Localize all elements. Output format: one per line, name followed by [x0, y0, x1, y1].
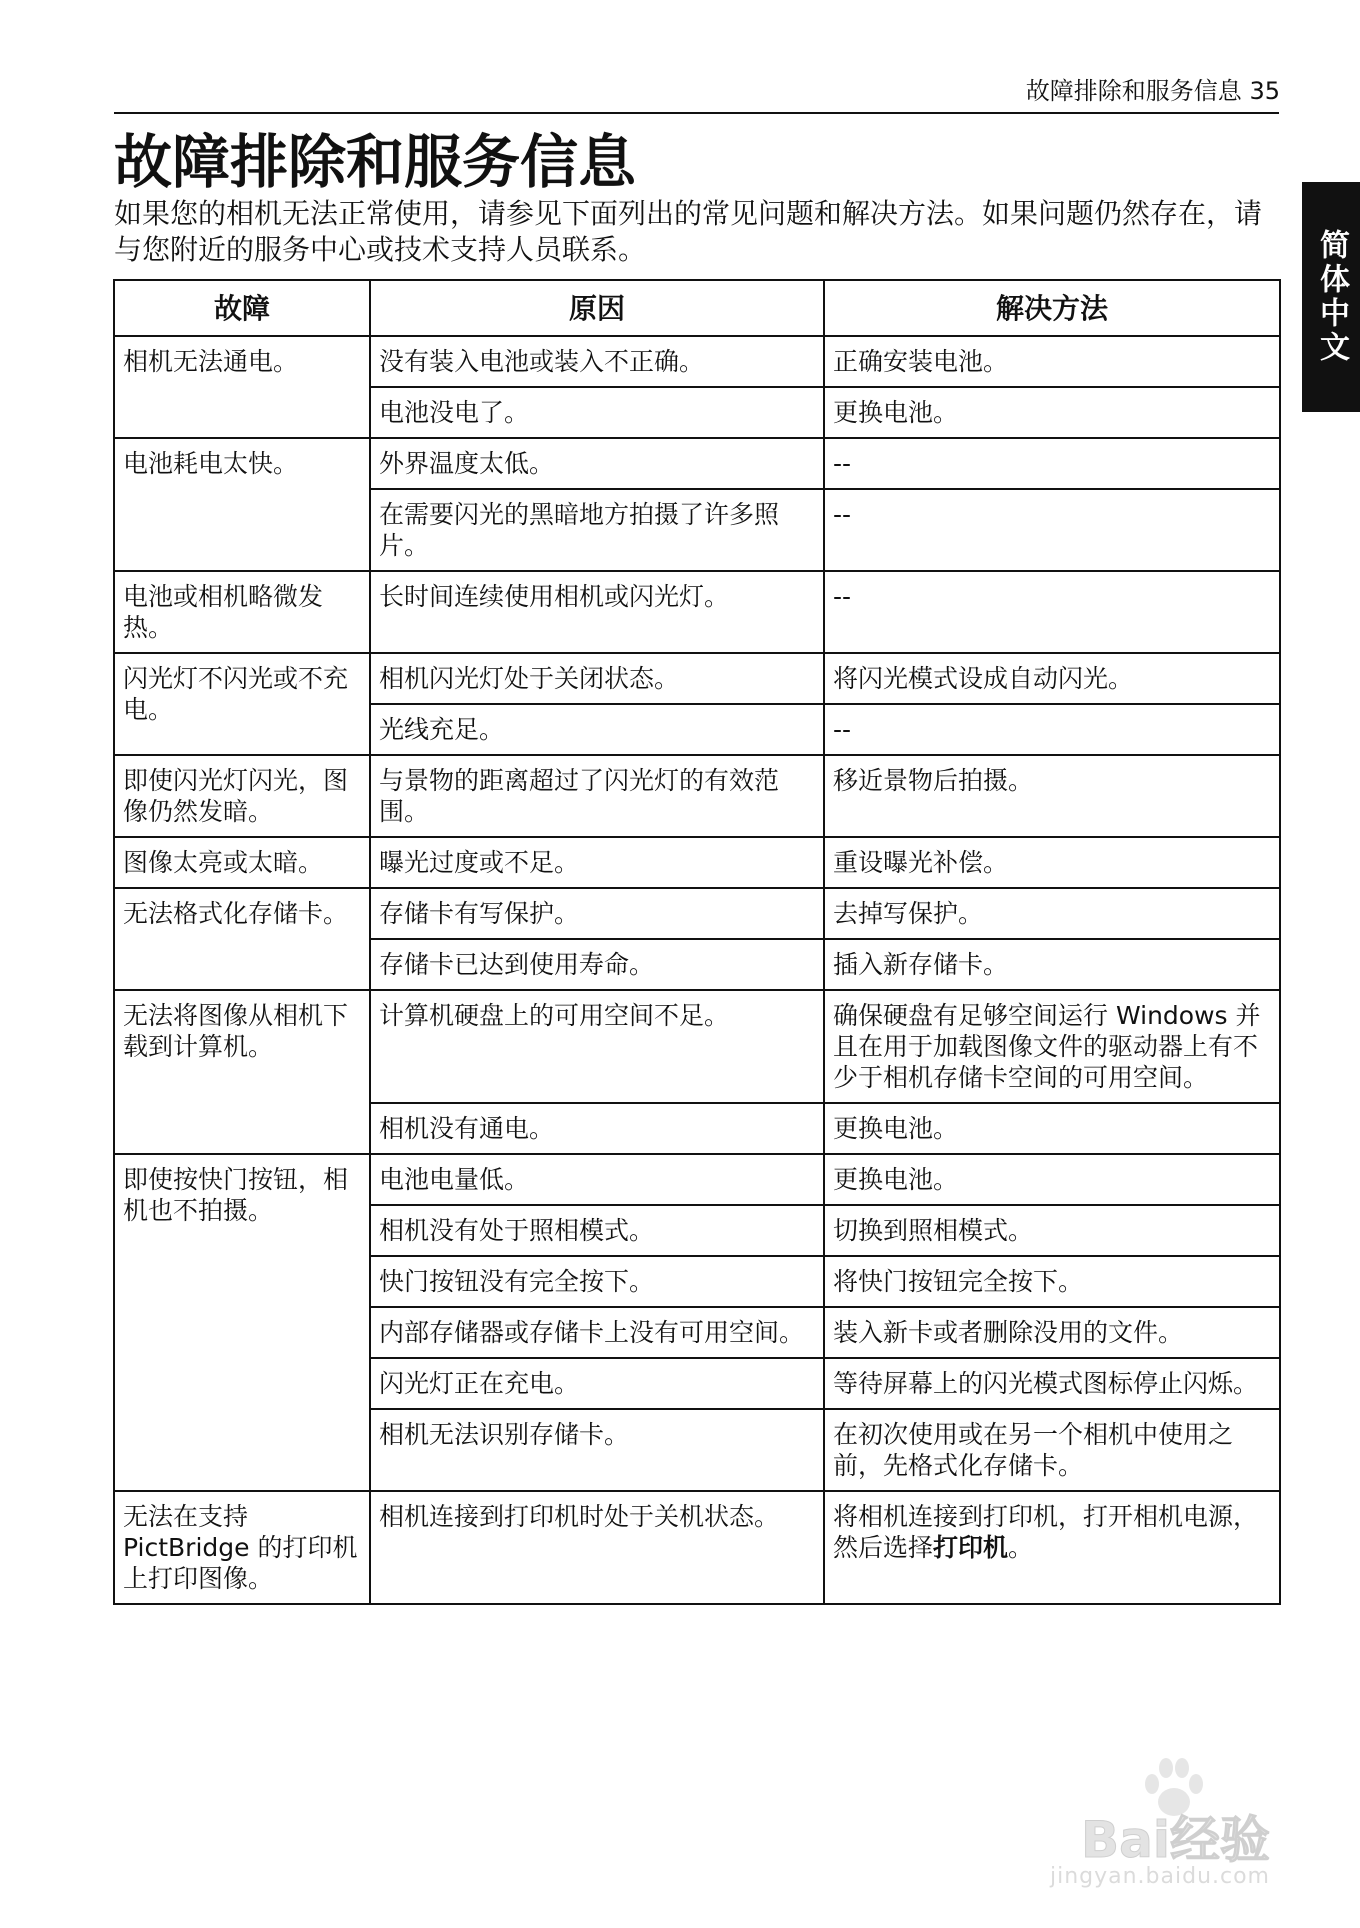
- cause-cell: 存储卡已达到使用寿命。: [370, 939, 824, 990]
- running-head: [1026, 76, 1280, 106]
- solution-cell: --: [824, 489, 1280, 571]
- cause-cell: 相机没有处于照相模式。: [370, 1205, 824, 1256]
- header-fault: 故障: [114, 280, 370, 336]
- table-row: [114, 990, 1280, 1103]
- solution-cell: 切换到照相模式。: [824, 1205, 1280, 1256]
- fault-cell: 电池耗电太快。: [114, 438, 370, 571]
- cause-cell: 没有装入电池或装入不正确。: [370, 336, 824, 387]
- solution-cell: [824, 1491, 1280, 1604]
- fault-cell: 无法格式化存储卡。: [114, 888, 370, 990]
- fault-cell: 电池或相机略微发热。: [114, 571, 370, 653]
- troubleshooting-table: [113, 279, 1281, 1605]
- solution-cell: 将闪光模式设成自动闪光。: [824, 653, 1280, 704]
- page-title: 故障排除和服务信息: [114, 128, 637, 196]
- cause-cell: 光线充足。: [370, 704, 824, 755]
- cause-cell: 外界温度太低。: [370, 438, 824, 489]
- fault-cell: 无法在支持 PictBridge 的打印机上打印图像。: [114, 1491, 370, 1604]
- solution-cell: 更换电池。: [824, 387, 1280, 438]
- solution-cell: 在初次使用或在另一个相机中使用之前，先格式化存储卡。: [824, 1409, 1280, 1491]
- solution-cell: 更换电池。: [824, 1154, 1280, 1205]
- solution-cell: 去掉写保护。: [824, 888, 1280, 939]
- baidu-jingyan-watermark: [940, 1754, 1270, 1889]
- cause-cell: 相机无法识别存储卡。: [370, 1409, 824, 1491]
- header-cause: 原因: [370, 280, 824, 336]
- solution-text-end: 。: [1008, 1533, 1034, 1562]
- table-row: [114, 837, 1280, 888]
- running-head-section: 故障排除和服务信息: [1025, 77, 1242, 105]
- cause-cell: 曝光过度或不足。: [370, 837, 824, 888]
- fault-cell: 无法将图像从相机下载到计算机。: [114, 990, 370, 1154]
- fault-cell: 即使闪光灯闪光，图像仍然发暗。: [114, 755, 370, 837]
- table-row: [114, 1154, 1280, 1205]
- cause-cell: 电池电量低。: [370, 1154, 824, 1205]
- solution-cell: 等待屏幕上的闪光模式图标停止闪烁。: [824, 1358, 1280, 1409]
- solution-cell: 装入新卡或者删除没用的文件。: [824, 1307, 1280, 1358]
- header-rule: [114, 112, 1279, 114]
- solution-cell: --: [824, 438, 1280, 489]
- table-row: [114, 438, 1280, 489]
- cause-cell: 内部存储器或存储卡上没有可用空间。: [370, 1307, 824, 1358]
- fault-cell: 图像太亮或太暗。: [114, 837, 370, 888]
- cause-cell: 闪光灯正在充电。: [370, 1358, 824, 1409]
- solution-cell: 将快门按钮完全按下。: [824, 1256, 1280, 1307]
- solution-cell: 正确安装电池。: [824, 336, 1280, 387]
- watermark-brand: Bai经验: [1081, 1811, 1270, 1869]
- cause-cell: 与景物的距离超过了闪光灯的有效范围。: [370, 755, 824, 837]
- table-row: [114, 653, 1280, 704]
- cause-cell: 相机没有通电。: [370, 1103, 824, 1154]
- table-row: [114, 571, 1280, 653]
- solution-cell: 确保硬盘有足够空间运行 Windows 并且在用于加载图像文件的驱动器上有不少于相机存储卡空间的可用空间。: [824, 990, 1280, 1103]
- fault-cell: 相机无法通电。: [114, 336, 370, 438]
- solution-cell: 插入新存储卡。: [824, 939, 1280, 990]
- language-side-tab: [1302, 182, 1360, 412]
- solution-cell: --: [824, 704, 1280, 755]
- solution-cell: --: [824, 571, 1280, 653]
- cause-cell: 在需要闪光的黑暗地方拍摄了许多照片。: [370, 489, 824, 571]
- intro-paragraph: 如果您的相机无法正常使用，请参见下面列出的常见问题和解决方法。如果问题仍然存在，请与您附近的服务中心或技术支持人员联系。: [114, 197, 1263, 266]
- cause-cell: 计算机硬盘上的可用空间不足。: [370, 990, 824, 1103]
- solution-cell: 重设曝光补偿。: [824, 837, 1280, 888]
- table-row: [114, 755, 1280, 837]
- solution-text: 将相机连接到打印机，打开相机电源，然后选择: [833, 1502, 1259, 1562]
- cause-cell: 长时间连续使用相机或闪光灯。: [370, 571, 824, 653]
- header-solution: 解决方法: [824, 280, 1280, 336]
- table-header-row: [114, 280, 1280, 336]
- language-side-tab-label: 简体中文: [1314, 229, 1349, 365]
- table-row: [114, 888, 1280, 939]
- solution-cell: 移近景物后拍摄。: [824, 755, 1280, 837]
- solution-cell: 更换电池。: [824, 1103, 1280, 1154]
- table-body: [114, 336, 1280, 1604]
- table-row: [114, 1491, 1280, 1604]
- watermark-url: jingyan.baidu.com: [1049, 1864, 1270, 1889]
- cause-cell: 相机连接到打印机时处于关机状态。: [370, 1491, 824, 1604]
- cause-cell: 快门按钮没有完全按下。: [370, 1256, 824, 1307]
- fault-cell: 闪光灯不闪光或不充电。: [114, 653, 370, 755]
- table-row: [114, 336, 1280, 387]
- fault-cell: 即使按快门按钮，相机也不拍摄。: [114, 1154, 370, 1491]
- cause-cell: 存储卡有写保护。: [370, 888, 824, 939]
- cause-cell: 电池没电了。: [370, 387, 824, 438]
- cause-cell: 相机闪光灯处于关闭状态。: [370, 653, 824, 704]
- solution-menu-item: 打印机: [933, 1533, 1009, 1562]
- page-number: 35: [1249, 77, 1280, 105]
